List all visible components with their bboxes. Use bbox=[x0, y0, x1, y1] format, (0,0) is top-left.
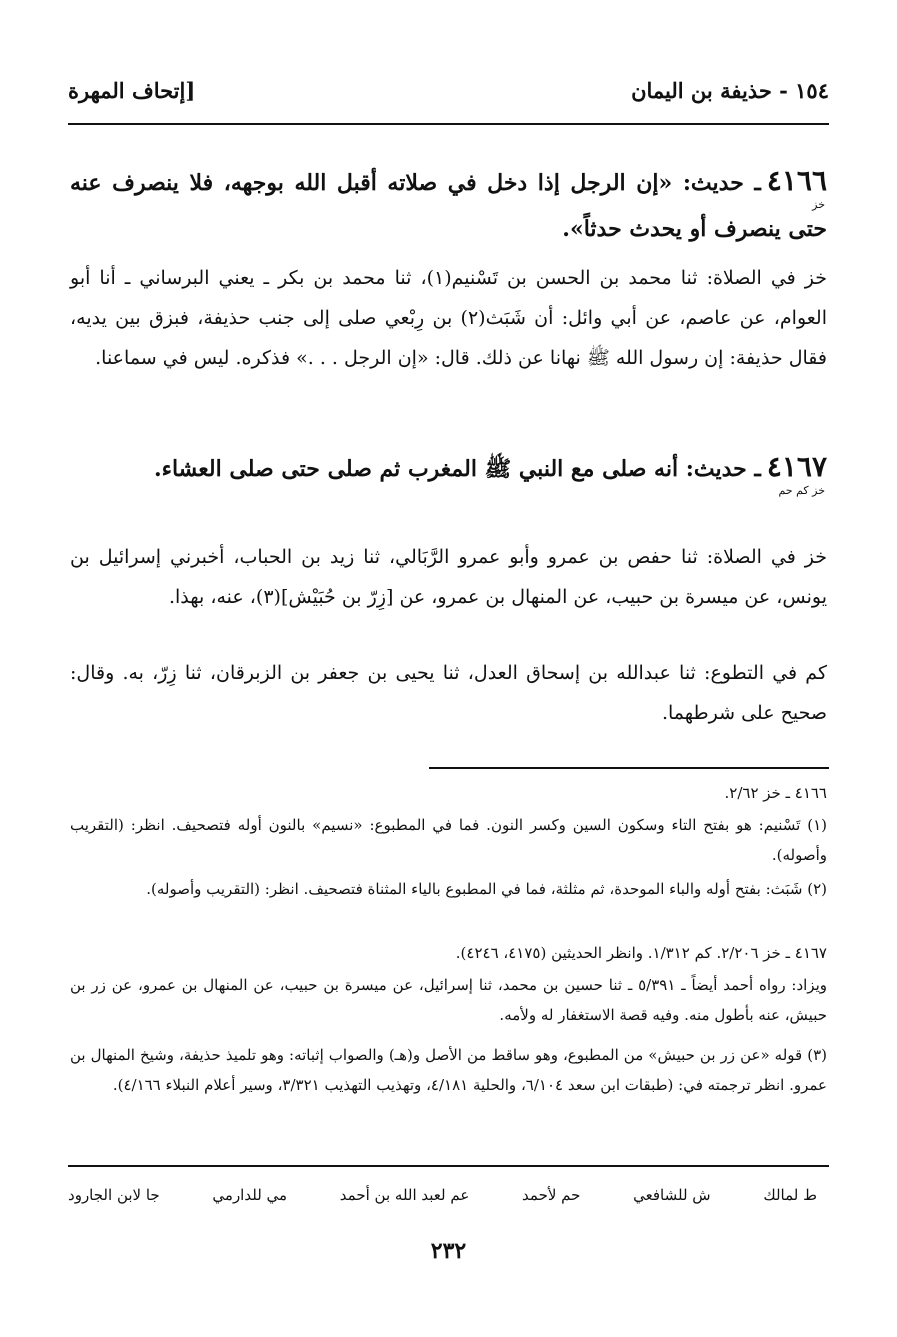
footnote: ويزاد: رواه أحمد أيضاً ـ ٥/٣٩١ ـ ثنا حسين بن محمد، ثنا إسرائيل، عن ميسرة بن حبيب، عن المنهال بن عمرو، عن زر بن حبيش، عنه بأطول منه. وفيه قصة الاستغفار له ولأمه. bbox=[70, 976, 828, 1024]
footnote-rule bbox=[429, 767, 829, 769]
abbreviations-rule bbox=[68, 1165, 829, 1167]
page-number: ٢٣٢ bbox=[430, 1238, 467, 1264]
hadith-number: ٤١٦٦ bbox=[766, 164, 827, 197]
hadith-heading bbox=[70, 444, 827, 492]
isnad-paragraph: خز في الصلاة: ثنا حفص بن عمرو وأبو عمرو الرَّبَالي، ثنا زيد بن الحباب، أخبرني إسرائيل بن يونس، عن ميسرة بن حبيب، عن المنهال بن عمرو، عن [زِرّ بن حُبَيْش](٣)، عنه، بهذا. bbox=[70, 546, 827, 608]
footnote: (٣) قوله «عن زر بن حبيش» من المطبوع، وهو ساقط من الأصل و(هـ) والصواب إثباته: وهو تلميذ حذيفة، وشيخ المنهال بن عمرو. انظر ترجمته في: (طبقات ابن سعد ٦/١٠٤، والحلية ٤/١٨١، وتهذيب التهذيب ٣/٣٢١، وسير أعلام النبلاء ٤/١٦٦). bbox=[70, 1046, 827, 1094]
isnad-paragraph: كم في التطوع: ثنا عبدالله بن إسحاق العدل، ثنا يحيى بن جعفر بن الزبرقان، ثنا زِرّ، به. وقال: صحيح على شرطهما. bbox=[70, 662, 827, 724]
footnote: (١) تَسْنيم: هو بفتح التاء وسكون السين وكسر النون. فما في المطبوع: «نسيم» بالنون أوله فتصحيف. انظر: (التقريب وأصوله). bbox=[70, 816, 827, 864]
footnote: ٤١٦٧ ـ خز ٢/٢٠٦. كم ١/٣١٢. وانظر الحديثين (٤١٧٥، ٤٢٤٦). bbox=[455, 944, 827, 962]
hadith-sigla: خز bbox=[812, 198, 825, 211]
isnad-paragraph: خز في الصلاة: ثنا محمد بن الحسن بن تَسْنيم(١)، ثنا محمد بن بكر ـ يعني البرساني ـ أنا أبو العوام، عن عاصم، عن أبي وائل: أن شَبَث(٢) بن رِبْعي صلى إلى جنب حذيفة، فبزق بين يديه، فقال حذيفة: إن رسول الله ﷺ نهانا عن ذلك. قال: «إن الرجل . . .» فذكره. ليس في سماعنا. bbox=[70, 267, 827, 369]
hadith-number: ٤١٦٧ bbox=[766, 450, 827, 483]
abbreviation: جا لابن الجارود bbox=[68, 1186, 160, 1204]
running-header bbox=[68, 78, 829, 110]
book-title: [إتحاف المهرة bbox=[68, 78, 196, 103]
abbreviation: ش للشافعي bbox=[633, 1186, 711, 1204]
hadith-sigla: خز كم حم bbox=[778, 484, 825, 497]
abbreviation: حم لأحمد bbox=[522, 1186, 581, 1204]
hadith-text: ـ حديث: «إن الرجل إذا دخل في صلاته أقبل الله بوجهه، فلا ينصرف عنه حتى ينصرف أو يحدث حدثاً». bbox=[70, 170, 827, 242]
hadith-heading bbox=[70, 158, 827, 252]
footnote: (٢) شَبَث: بفتح أوله والباء الموحدة، ثم مثلثة، فما في المطبوع بالياء المثناة فتصحيف. انظر: (التقريب وأصوله). bbox=[146, 880, 827, 898]
footnote: ٤١٦٦ ـ خز ٢/٦٢. bbox=[724, 784, 827, 802]
abbreviation: ط لمالك bbox=[763, 1186, 817, 1204]
abbreviation: عم لعبد الله بن أحمد bbox=[339, 1186, 470, 1204]
header-rule bbox=[68, 123, 829, 125]
abbreviation: مي للدارمي bbox=[212, 1186, 288, 1204]
hadith-text: ـ حديث: أنه صلى مع النبي ﷺ المغرب ثم صلى حتى صلى العشاء. bbox=[153, 456, 761, 482]
chapter-title: ١٥٤ - حذيفة بن اليمان bbox=[631, 78, 829, 103]
abbreviations-key bbox=[68, 1186, 817, 1204]
